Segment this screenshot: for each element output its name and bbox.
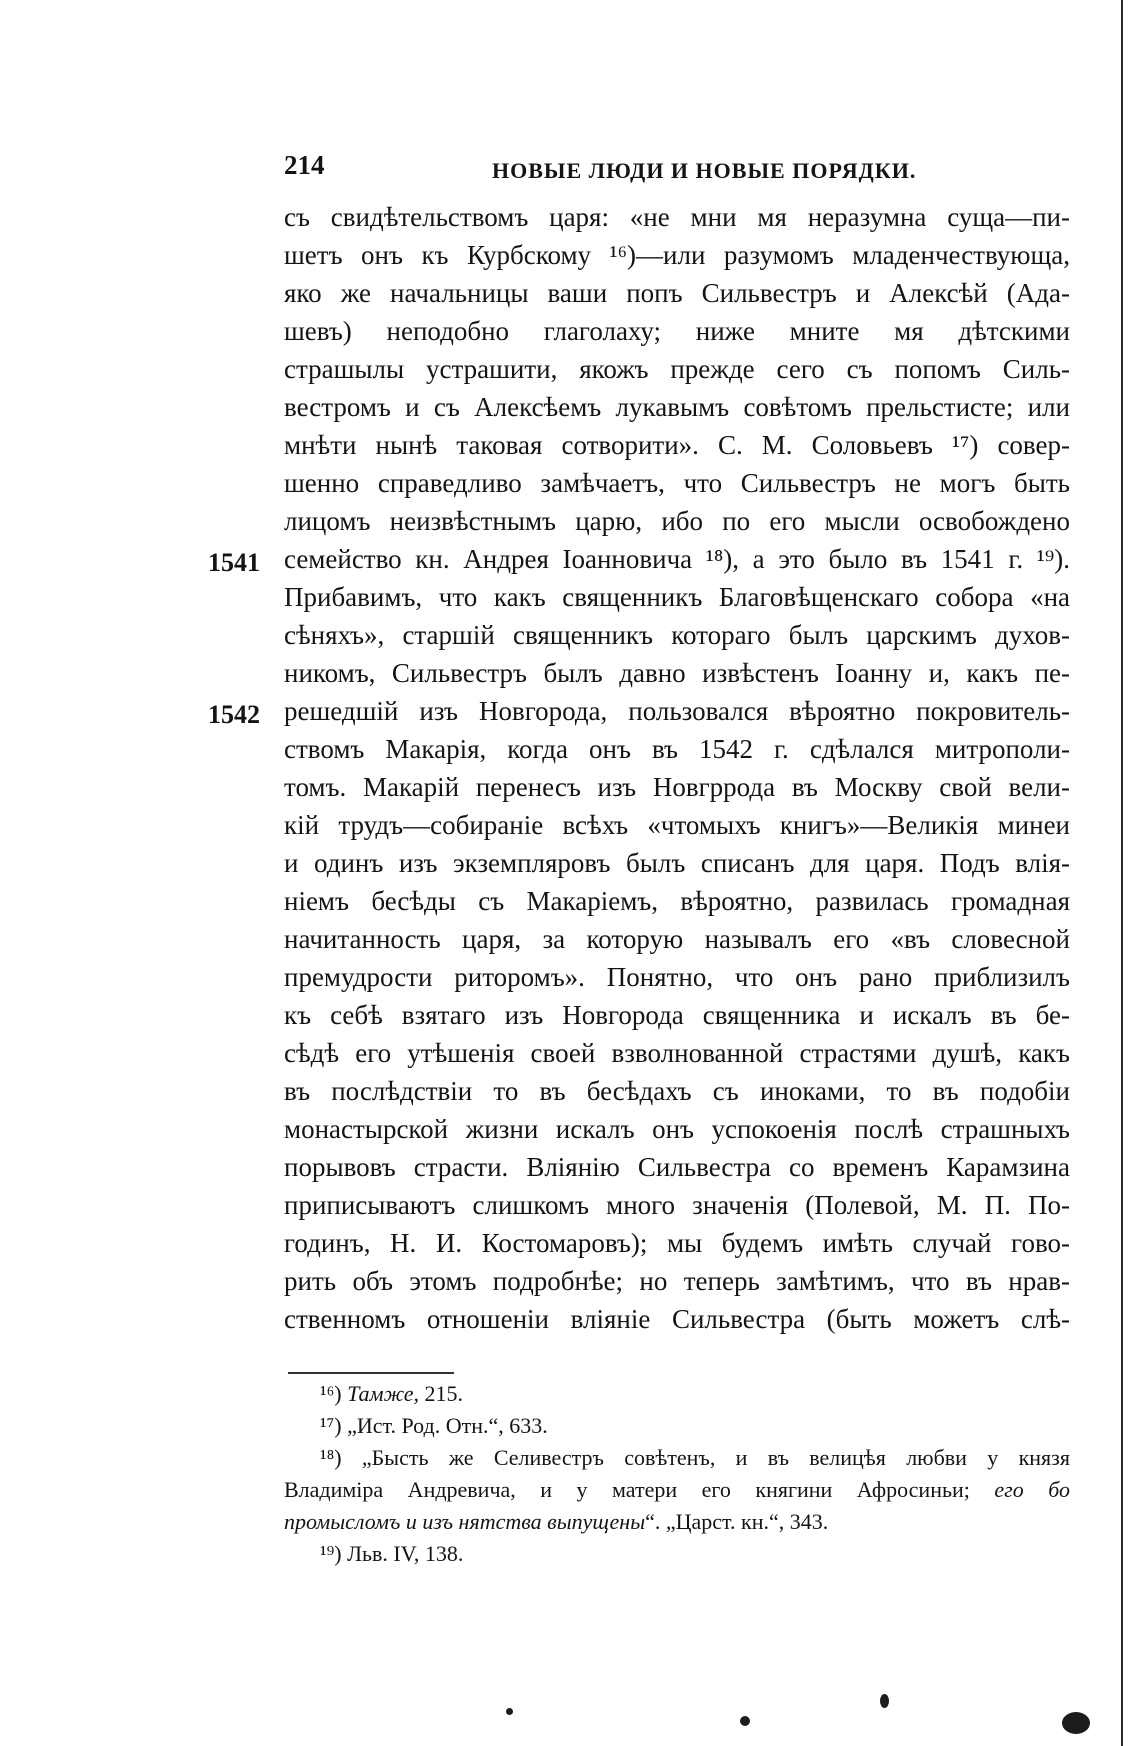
body-line: сѣняхъ», старшій священникъ котораго былъ царскимъ духов- bbox=[284, 620, 1070, 650]
body-line: лицомъ неизвѣстнымъ царю, ибо по его мысли освобождено bbox=[284, 506, 1070, 536]
scan-speck bbox=[740, 1716, 750, 1726]
body-line: къ себѣ взятаго изъ Новгорода священника и искалъ въ бе- bbox=[284, 1000, 1070, 1030]
footnote-text: Владиміра Андревича, и у матери его княгини Афросиньи; bbox=[284, 1477, 970, 1502]
footnote-marker: ¹⁸) bbox=[320, 1445, 342, 1470]
scan-speck bbox=[880, 1694, 889, 1708]
body-line: никомъ, Сильвестръ былъ давно извѣстенъ Іоанну и, какъ пе- bbox=[284, 658, 1070, 688]
running-title: НОВЫЕ ЛЮДИ И НОВЫЕ ПОРЯДКИ. bbox=[492, 158, 917, 183]
body-line: кій трудъ—собираніе всѣхъ «чтомыхъ книгъ»—Великія минеи bbox=[284, 810, 1070, 840]
body-line: премудрости риторомъ». Понятно, что онъ рано приблизилъ bbox=[284, 962, 1070, 992]
body-text bbox=[284, 198, 1070, 1338]
body-line: шевъ) неподобно глаголаху; ниже мните мя дѣтскими bbox=[284, 316, 1070, 346]
body-line: монастырской жизни искалъ онъ успокоенія послѣ страшныхъ bbox=[284, 1114, 1070, 1144]
body-line: мнѣти нынѣ таковая сотворити». С. М. Соловьевъ ¹⁷) совер- bbox=[284, 430, 1070, 460]
footnote-text: „Бысть же Селивестръ совѣтенъ, и въ велицѣя любви у князя bbox=[341, 1445, 1070, 1470]
body-line: съ свидѣтельствомъ царя: «не мни мя неразумна суща—пи- bbox=[284, 202, 1070, 232]
footnote-text: 215. bbox=[419, 1381, 464, 1406]
margin-year-1541: 1541 bbox=[208, 548, 260, 577]
footnotes bbox=[284, 1378, 1070, 1570]
footnote-text: “. „Царст. кн.“, 343. bbox=[645, 1509, 829, 1534]
body-line: сѣдѣ его утѣшенія своей взволнованной страстями душѣ, какъ bbox=[284, 1038, 1070, 1068]
scan-speck bbox=[506, 1708, 513, 1715]
body-line: решедшій изъ Новгорода, пользовался вѣроятно покровитель- bbox=[284, 696, 1070, 726]
body-line: и одинъ изъ экземпляровъ былъ списанъ для царя. Подъ влія- bbox=[284, 848, 1070, 878]
body-line: Прибавимъ, что какъ священникъ Благовѣщенскаго собора «на bbox=[284, 582, 1070, 612]
body-line: порывовъ страсти. Вліянію Сильвестра со временъ Карамзина bbox=[284, 1152, 1070, 1182]
body-line: приписываютъ слишкомъ много значенія (Полевой, М. П. По- bbox=[284, 1190, 1070, 1220]
footnote-marker: ¹⁷) bbox=[320, 1413, 342, 1438]
body-line: семейство кн. Андрея Іоанновича ¹⁸), а это было въ 1541 г. ¹⁹). bbox=[284, 544, 1070, 574]
footnote-17 bbox=[284, 1410, 1070, 1442]
body-line: яко же начальницы ваши попъ Сильвестръ и Алексѣй (Ада- bbox=[284, 278, 1070, 308]
margin-year-1542: 1542 bbox=[208, 700, 260, 729]
body-line: рить объ этомъ подробнѣе; но теперь замѣтимъ, что въ нрав- bbox=[284, 1266, 1070, 1296]
footnote-19 bbox=[284, 1538, 1070, 1570]
footnote-18-cont bbox=[284, 1506, 1070, 1538]
page-number: 214 bbox=[284, 150, 325, 180]
body-line: въ послѣдствіи то въ бесѣдахъ съ иноками, то въ подобіи bbox=[284, 1076, 1070, 1106]
footnote-16 bbox=[284, 1378, 1070, 1410]
footnote-18 bbox=[284, 1442, 1070, 1474]
footnote-marker: ¹⁹) bbox=[320, 1541, 342, 1566]
footnote-marker: ¹⁶) bbox=[320, 1381, 342, 1406]
footnote-text: „Ист. Род. Отн.“, 633. bbox=[341, 1413, 548, 1438]
body-line: страшылы устрашити, якожъ прежде сего съ попомъ Силь- bbox=[284, 354, 1070, 384]
body-line: ственномъ отношеніи вліяніе Сильвестра (быть можетъ слѣ- bbox=[284, 1304, 1070, 1334]
body-line: годинъ, Н. И. Костомаровъ); мы будемъ имѣть случай гово- bbox=[284, 1228, 1070, 1258]
scan-speck bbox=[1062, 1712, 1090, 1734]
body-line: начитанность царя, за которую называлъ его «въ словесной bbox=[284, 924, 1070, 954]
footnote-divider bbox=[288, 1372, 454, 1374]
body-line: шенно справедливо замѣчаетъ, что Сильвестръ не могъ быть bbox=[284, 468, 1070, 498]
body-line: ніемъ бесѣды съ Макаріемъ, вѣроятно, развилась громадная bbox=[284, 886, 1070, 916]
footnote-source: Тамже, bbox=[347, 1381, 420, 1406]
footnote-18-cont bbox=[284, 1474, 1070, 1506]
footnote-italic: промысломъ и изъ нятства выпущены bbox=[284, 1509, 646, 1534]
body-line: томъ. Макарій перенесъ изъ Новгррода въ Москву свой вели- bbox=[284, 772, 1070, 802]
body-line: вестромъ и съ Алексѣемъ лукавымъ совѣтомъ прельстисте; или bbox=[284, 392, 1070, 422]
body-line: ствомъ Макарія, когда онъ въ 1542 г. сдѣлался митрополи- bbox=[284, 734, 1070, 764]
footnote-text: Льв. IV, 138. bbox=[341, 1541, 464, 1566]
body-line: шетъ онъ къ Курбскому ¹⁶)—или разумомъ младенчествующа, bbox=[284, 240, 1070, 270]
footnote-italic: его бо bbox=[994, 1477, 1070, 1502]
page-edge-rule bbox=[1121, 0, 1123, 1746]
